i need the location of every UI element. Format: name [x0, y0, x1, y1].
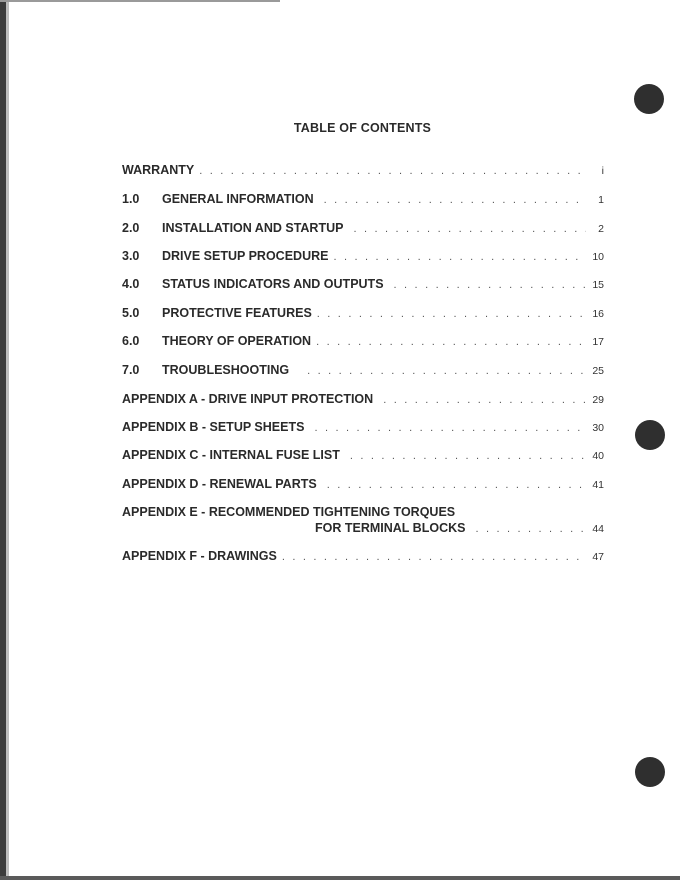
toc-entry-page: 44: [592, 523, 604, 535]
dot-leader: [307, 365, 586, 377]
toc-entry-page: 29: [592, 394, 604, 406]
dot-leader: [316, 336, 586, 348]
toc-entry-page: 17: [592, 336, 604, 348]
toc-entry-page: 30: [592, 422, 604, 434]
toc-entry-general-information: [122, 192, 604, 208]
toc-entry-page: 40: [592, 450, 604, 462]
toc-entry-page: 15: [592, 279, 604, 291]
dot-leader: [314, 422, 586, 434]
toc-entry-page: 1: [598, 194, 604, 206]
toc-entry-number: 2.0: [122, 221, 140, 235]
toc-entry-label-continued: FOR TERMINAL BLOCKS: [315, 521, 466, 535]
toc-entry-page: 25: [592, 365, 604, 377]
dot-leader: [199, 165, 586, 177]
dot-leader: [333, 251, 586, 263]
toc-entry-page: 41: [592, 479, 604, 491]
dot-leader: [394, 279, 586, 291]
toc-entry-troubleshooting: [122, 363, 604, 379]
toc-entry-number: 5.0: [122, 306, 140, 320]
toc-entry-drive-setup-procedure: [122, 249, 604, 265]
toc-entry-label: INSTALLATION AND STARTUP: [162, 221, 344, 235]
toc-entry-warranty: [122, 163, 604, 179]
toc-entry-label: APPENDIX A - DRIVE INPUT PROTECTION: [122, 392, 374, 406]
page-top-edge: [0, 0, 280, 2]
punch-hole-top: [634, 84, 664, 114]
toc-entry-label: APPENDIX B - SETUP SHEETS: [122, 420, 305, 434]
toc-entry-label: STATUS INDICATORS AND OUTPUTS: [162, 277, 384, 291]
toc-entry-page: 16: [592, 308, 604, 320]
toc-entry-installation-and-startup: [122, 221, 604, 237]
toc-entry-appendix-f: [122, 549, 604, 565]
punch-hole-middle: [635, 420, 665, 450]
toc-entry-label: TROUBLESHOOTING: [162, 363, 290, 377]
toc-entry-protective-features: [122, 306, 604, 322]
toc-entry-status-indicators-and-outputs: [122, 277, 604, 293]
toc-entry-appendix-a: [122, 392, 604, 408]
page-bottom-edge: [0, 876, 680, 880]
toc-entry-label: DRIVE SETUP PROCEDURE: [162, 249, 329, 263]
toc-entry-page: 2: [598, 223, 604, 235]
dot-leader: [317, 308, 586, 320]
toc-entry-appendix-b: [122, 420, 604, 436]
toc-entry-label: APPENDIX D - RENEWAL PARTS: [122, 477, 317, 491]
toc-entry-number: 4.0: [122, 277, 140, 291]
toc-entry-number: 6.0: [122, 334, 140, 348]
dot-leader: [324, 194, 586, 206]
toc-entry-label: GENERAL INFORMATION: [162, 192, 314, 206]
toc-entry-page: i: [601, 165, 604, 177]
toc-entry-appendix-e: [122, 521, 604, 537]
page-title: TABLE OF CONTENTS: [293, 121, 432, 135]
dot-leader: [383, 394, 586, 406]
toc-entry-page: 10: [592, 251, 604, 263]
toc-entry-label: PROTECTIVE FEATURES: [162, 306, 312, 320]
toc-entry-number: 1.0: [122, 192, 140, 206]
toc-entry-number: 3.0: [122, 249, 140, 263]
dot-leader: [350, 450, 586, 462]
toc-entry-page: 47: [592, 551, 604, 563]
toc-entry-appendix-e-label: APPENDIX E - RECOMMENDED TIGHTENING TORQUES: [122, 505, 456, 519]
toc-entry-number: 7.0: [122, 363, 140, 377]
toc-entry-theory-of-operation: [122, 334, 604, 350]
dot-leader: [327, 479, 586, 491]
toc-entry-appendix-d: [122, 477, 604, 493]
toc-entry-appendix-c: [122, 448, 604, 464]
toc-entry-label: APPENDIX C - INTERNAL FUSE LIST: [122, 448, 340, 462]
dot-leader: [282, 551, 586, 563]
toc-entry-label: THEORY OF OPERATION: [162, 334, 312, 348]
toc-entry-label: WARRANTY: [122, 163, 195, 177]
toc-entry-label: APPENDIX F - DRAWINGS: [122, 549, 277, 563]
dot-leader: [475, 523, 586, 535]
punch-hole-bottom: [635, 757, 665, 787]
dot-leader: [353, 223, 586, 235]
